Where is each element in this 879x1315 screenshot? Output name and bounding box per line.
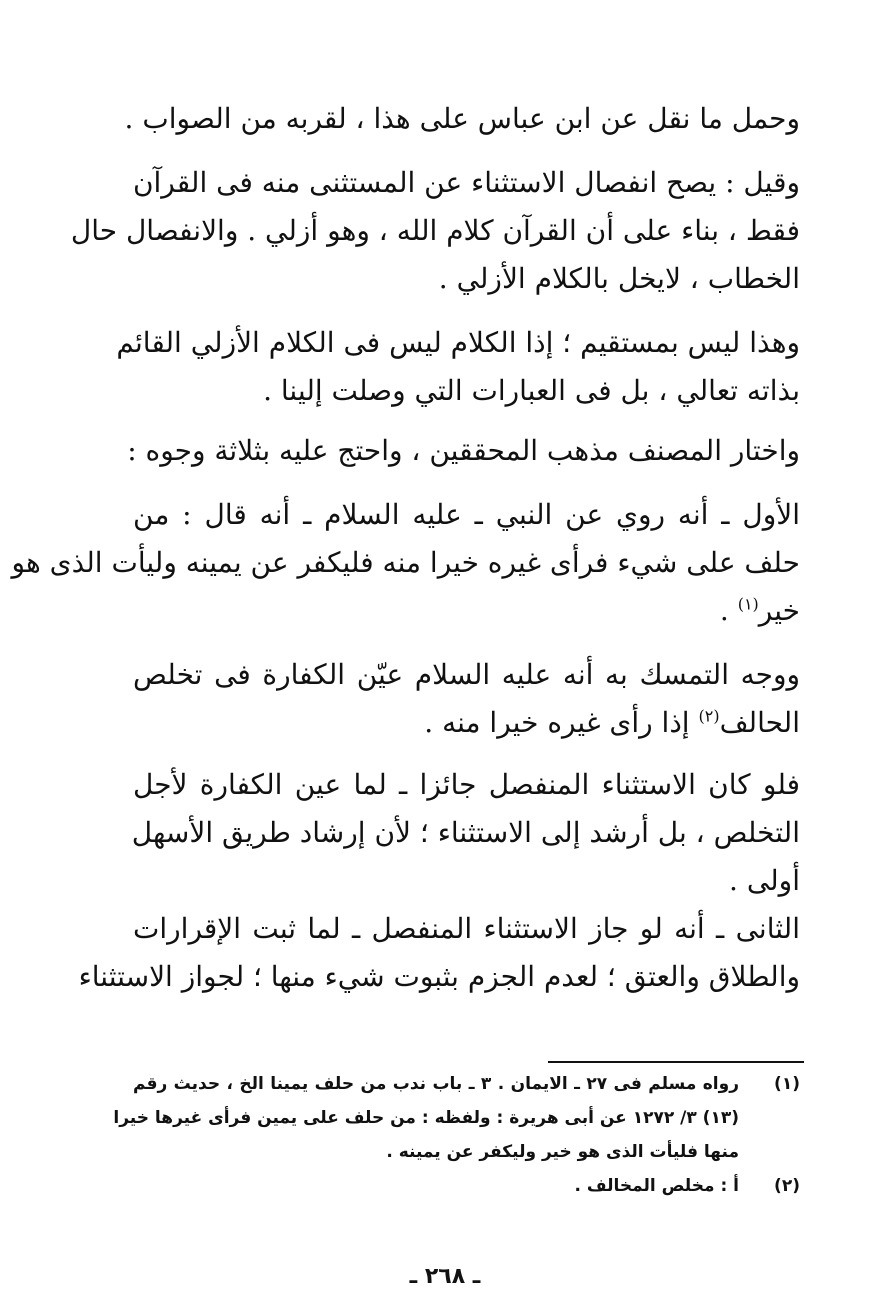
paragraph-7-line-2: التخلص ، بل أرشد إلى الاستثناء ؛ لأن إرشاد طريق الأسهل <box>131 816 800 849</box>
footnote-separator <box>548 1061 804 1063</box>
page-number: ـ ٢٦٨ ـ <box>409 1264 481 1289</box>
paragraph-5-line-2: حلف على شيء فرأى غيره خيرا منه فليكفر عن يمينه وليأت الذى هو <box>11 546 800 579</box>
paragraph-6-line-2-start: الحالف <box>719 706 800 739</box>
footnote-1-line-2: (١٣) ٣/ ١٢٧٢ عن أبى هريرة : ولفظه : من حلف على يمين فرأى غيرها خيرا <box>113 1108 739 1128</box>
paragraph-3-line-1: وهذا ليس بمستقيم ؛ إذا الكلام ليس فى الكلام الأزلي القائم <box>116 326 800 359</box>
paragraph-7-line-1: فلو كان الاستثناء المنفصل جائزا ـ لما عين الكفارة لأجل <box>133 768 800 801</box>
paragraph-5-line-3 <box>133 591 800 631</box>
footnote-2-number: (٢) <box>774 1176 800 1196</box>
paragraph-8-line-2: والطلاق والعتق ؛ لعدم الجزم بثبوت شيء منها ؛ لجواز الاستثناء <box>78 960 800 993</box>
paragraph-5-line-3-text: خير <box>758 594 800 627</box>
paragraph-7-line-3: أولى . <box>729 864 800 897</box>
paragraph-5-line-1: الأول ـ أنه روي عن النبي ـ عليه السلام ـ أنه قال : من <box>133 498 800 531</box>
paragraph-6-line-1: ووجه التمسك به أنه عليه السلام عيّن الكفارة فى تخلص <box>133 658 800 691</box>
paragraph-2-line-3: الخطاب ، لايخل بالكلام الأزلي . <box>438 262 800 295</box>
paragraph-4-line-1: واختار المصنف مذهب المحققين ، واحتج عليه بثلاثة وجوه : <box>127 434 800 467</box>
footnote-1-number: (١) <box>774 1074 800 1094</box>
footnote-1-line-1: رواه مسلم فى ٢٧ ـ الايمان . ٣ ـ باب ندب من حلف يمينا الخ ، حديث رقم <box>133 1074 739 1094</box>
paragraph-1-line-1: وحمل ما نقل عن ابن عباس على هذا ، لقربه من الصواب . <box>124 102 800 135</box>
paragraph-2-line-1: وقيل : يصح انفصال الاستثناء عن المستثنى منه فى القرآن <box>132 166 800 199</box>
paragraph-5-line-3-end: . <box>719 594 738 627</box>
paragraph-8-line-1: الثانى ـ أنه لو جاز الاستثناء المنفصل ـ لما ثبت الإقرارات <box>133 912 800 945</box>
paragraph-3-line-2: بذاته تعالي ، بل فى العبارات التي وصلت إلينا . <box>263 374 800 407</box>
footnote-ref-2[interactable]: (٢) <box>698 706 720 726</box>
footnote-ref-1[interactable]: (١) <box>737 594 759 614</box>
paragraph-6-line-2-end: إذا رأى غيره خيرا منه . <box>424 706 699 739</box>
paragraph-2-line-2: فقط ، بناء على أن القرآن كلام الله ، وهو أزلي . والانفصال حال <box>70 214 800 247</box>
footnote-1-line-3: منها فليأت الذى هو خير وليكفر عن يمينه . <box>386 1142 739 1162</box>
paragraph-6-line-2 <box>133 703 800 743</box>
footnote-2-line-1: أ : مخلص المخالف . <box>574 1176 739 1196</box>
